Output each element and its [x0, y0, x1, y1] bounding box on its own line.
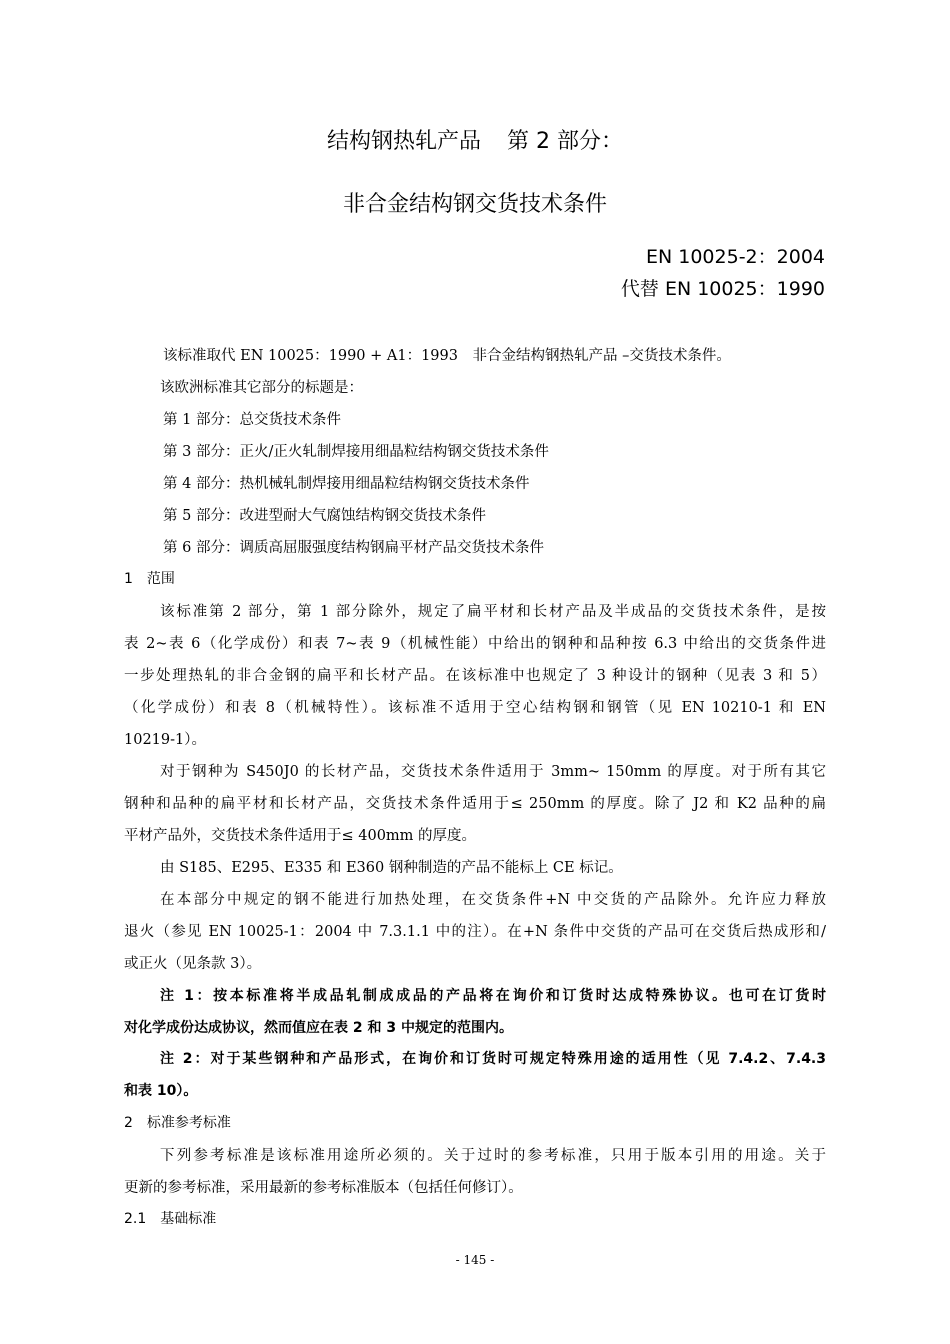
part-list-item: 第 6 部分：调质高屈服强度结构钢扁平材产品交货技术条件 [163, 540, 544, 556]
paragraph-line: 钢种和品种的扁平材和长材产品，交货技术条件适用于≤ 250mm 的厚度。除了 J2 和 K2 品种的扁 [124, 796, 826, 812]
part-list-item: 第 3 部分：正火/正火轧制焊接用细晶粒结构钢交货技术条件 [163, 444, 549, 460]
replaced-standard: 代替 EN 10025：1990 [620, 278, 825, 300]
note-line: 对化学成份达成协议，然而值应在表 2 和 3 中规定的范围内。 [124, 1020, 513, 1036]
paragraph-line: 在本部分中规定的钢不能进行加热处理，在交货条件+N 中交货的产品除外。允许应力释放 [160, 892, 826, 908]
document-title-line2: 非合金结构钢交货技术条件 [342, 192, 607, 217]
paragraph-line: 下列参考标准是该标准用途所必须的。关于过时的参考标准，只用于版本引用的用途。关于 [160, 1148, 826, 1164]
paragraph-line: 该标准第 2 部分，第 1 部分除外，规定了扁平材和长材产品及半成品的交货技术条件，是按 [160, 604, 826, 620]
section-heading: 1 范围 [124, 571, 175, 587]
section-heading: 2 标准参考标准 [124, 1115, 231, 1131]
part-list-item: 第 1 部分：总交货技术条件 [163, 412, 341, 428]
paragraph-line: 平材产品外，交货技术条件适用于≤ 400mm 的厚度。 [124, 828, 477, 844]
intro-line: 该标准取代 EN 10025：1990 + A1：1993 非合金结构钢热轧产品 –交货技术条件。 [163, 348, 731, 364]
part-list-item: 第 4 部分：热机械轧制焊接用细晶粒结构钢交货技术条件 [163, 476, 530, 492]
note-line: 注 2：对于某些钢种和产品形式，在询价和订货时可规定特殊用途的适用性（见 7.4.2、7.4.3 [160, 1051, 826, 1067]
paragraph-line: 表 2~表 6（化学成份）和表 7~表 9（机械性能）中给出的钢种和品种按 6.3 中给出的交货条件进 [124, 636, 826, 652]
paragraph-line: 10219-1）。 [124, 732, 207, 748]
subsection-heading: 2.1 基础标准 [124, 1211, 217, 1227]
paragraph-line: 退火（参见 EN 10025-1：2004 中 7.3.1.1 中的注）。在+N 条件中交货的产品可在交货后热成形和/ [124, 924, 826, 940]
note-line: 注 1：按本标准将半成品轧制成成品的产品将在询价和订货时达成特殊协议。也可在订货时 [160, 988, 826, 1004]
part-list-item: 第 5 部分：改进型耐大气腐蚀结构钢交货技术条件 [163, 508, 486, 524]
paragraph-line: 更新的参考标准，采用最新的参考标准版本（包括任何修订）。 [124, 1180, 523, 1196]
standard-number: EN 10025-2：2004 [646, 246, 825, 268]
note-line: 和表 10）。 [124, 1083, 198, 1099]
paragraph-line: （化学成份）和表 8（机械特性）。该标准不适用于空心结构钢和钢管（见 EN 10210-1 和 EN [124, 700, 826, 716]
document-title-line1 [0, 124, 950, 155]
paragraph-line: 一步处理热轧的非合金钢的扁平和长材产品。在该标准中也规定了 3 种设计的钢种（见表 3 和 5） [124, 668, 826, 684]
intro-line: 该欧洲标准其它部分的标题是： [160, 380, 363, 396]
paragraph-line: 或正火（见条款 3）。 [124, 956, 262, 972]
page-number: - 145 - [455, 1253, 495, 1267]
paragraph-line: 由 S185、E295、E335 和 E360 钢种制造的产品不能标上 CE 标记。 [160, 860, 623, 876]
paragraph-line: 对于钢种为 S450J0 的长材产品，交货技术条件适用于 3mm~ 150mm 的厚度。对于所有其它 [160, 764, 826, 780]
title-part-b: 第 2 部分： [507, 129, 623, 154]
title-part-a: 结构钢热轧产品 [327, 129, 482, 154]
